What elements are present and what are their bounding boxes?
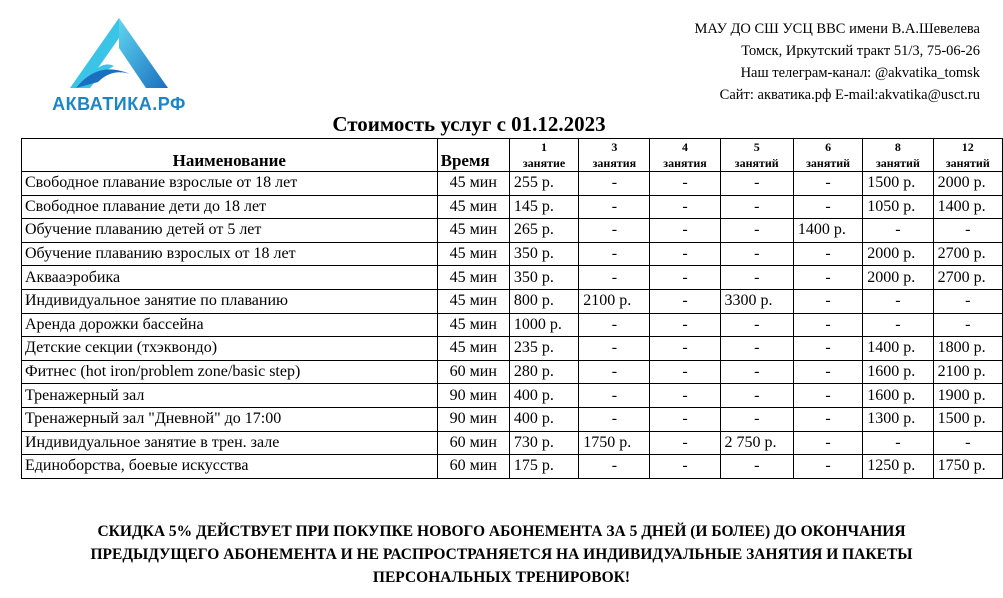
service-name: Аренда дорожки бассейна [22,313,438,337]
org-address: Томск, Иркутский тракт 51/3, 75-06-26 [741,43,980,59]
column-header-sessions: 12 занятий [933,139,1002,172]
service-name: Индивидуальное занятие по плаванию [22,289,438,313]
price-cell: - [793,431,862,455]
column-header-name: Наименование [22,139,438,172]
price-cell: 1250 р. [863,455,933,479]
service-duration: 45 мин [437,242,509,266]
price-cell: - [650,313,720,337]
price-cell: 2700 р. [933,242,1002,266]
price-cell: - [650,266,720,290]
org-name: МАУ ДО СШ УСЦ ВВС имени В.А.Шевелева [694,21,980,37]
price-cell: - [579,313,650,337]
price-cell: - [650,407,720,431]
price-cell: 1050 р. [863,195,933,219]
price-cell: - [650,360,720,384]
price-cell: - [650,242,720,266]
price-cell: - [933,431,1002,455]
price-cell: - [579,455,650,479]
service-duration: 45 мин [437,195,509,219]
service-name: Тренажерный зал [22,384,438,408]
price-cell: 2000 р. [933,172,1002,196]
table-header-row [22,139,1003,172]
price-cell: - [720,455,793,479]
price-cell: - [933,289,1002,313]
service-duration: 90 мин [437,407,509,431]
table-row [22,407,1003,431]
price-cell: - [650,384,720,408]
discount-notice [0,520,1003,589]
price-cell: - [793,407,862,431]
column-header-sessions: 6 занятий [793,139,862,172]
service-name: Свободное плавание дети до 18 лет [22,195,438,219]
price-cell: - [720,407,793,431]
price-cell: 400 р. [509,384,578,408]
service-name: Аквааэробика [22,266,438,290]
price-cell: 350 р. [509,266,578,290]
price-cell: 1750 р. [933,455,1002,479]
org-website-email: Сайт: акватика.рф E-mail:akvatika@usct.ru [719,87,980,103]
column-header-sessions: 3 занятия [579,139,650,172]
price-cell: - [650,337,720,361]
price-cell: - [579,172,650,196]
price-cell: 400 р. [509,407,578,431]
price-cell: - [650,289,720,313]
column-header-sessions: 5 занятий [720,139,793,172]
column-header-sessions: 4 занятия [650,139,720,172]
price-cell: 350 р. [509,242,578,266]
table-row [22,266,1003,290]
price-cell: 1600 р. [863,360,933,384]
table-row [22,172,1003,196]
price-cell: 2000 р. [863,266,933,290]
price-cell: - [720,195,793,219]
price-cell: 1600 р. [863,384,933,408]
org-telegram: Наш телеграм-канал: @akvatika_tomsk [740,65,980,81]
table-row [22,455,1003,479]
price-cell: 1400 р. [863,337,933,361]
price-cell: - [793,384,862,408]
service-duration: 90 мин [437,384,509,408]
service-duration: 45 мин [437,337,509,361]
price-cell: - [579,360,650,384]
service-duration: 45 мин [437,219,509,243]
price-cell: - [933,313,1002,337]
price-cell: - [793,360,862,384]
price-table-body [22,172,1003,479]
price-cell: 265 р. [509,219,578,243]
price-cell: - [579,242,650,266]
price-cell: - [579,266,650,290]
price-cell: 1400 р. [793,219,862,243]
service-duration: 45 мин [437,266,509,290]
service-duration: 45 мин [437,313,509,337]
table-row [22,289,1003,313]
price-cell: - [720,242,793,266]
price-cell: - [650,431,720,455]
price-cell: 800 р. [509,289,578,313]
service-name: Индивидуальное занятие в трен. зале [22,431,438,455]
service-duration: 60 мин [437,455,509,479]
table-row [22,195,1003,219]
price-cell: 3300 р. [720,289,793,313]
price-cell: 1900 р. [933,384,1002,408]
price-cell: - [793,313,862,337]
price-cell: 145 р. [509,195,578,219]
price-cell: - [579,337,650,361]
price-cell: 1300 р. [863,407,933,431]
price-table [21,138,1003,479]
column-header-sessions: 1 занятие [509,139,578,172]
price-cell: - [720,219,793,243]
notice-line: ПРЕДЫДУЩЕГО АБОНЕМЕНТА И НЕ РАСПРОСТРАНЯЕТСЯ НА ИНДИВИДУАЛЬНЫЕ ЗАНЯТИЯ И ПАКЕТЫ [90,546,913,563]
price-cell: - [720,172,793,196]
price-cell: - [793,266,862,290]
price-cell: 280 р. [509,360,578,384]
table-row [22,219,1003,243]
price-cell: 2000 р. [863,242,933,266]
price-cell: - [650,455,720,479]
price-cell: - [720,313,793,337]
price-cell: 235 р. [509,337,578,361]
price-cell: 1800 р. [933,337,1002,361]
price-cell: - [793,289,862,313]
table-row [22,360,1003,384]
price-cell: - [933,219,1002,243]
table-row [22,384,1003,408]
table-row [22,313,1003,337]
price-cell: 730 р. [509,431,578,455]
price-cell: - [720,266,793,290]
akvatika-triangle-logo-icon [68,16,170,92]
table-row [22,337,1003,361]
price-cell: - [793,337,862,361]
page-title: Стоимость услуг с 01.12.2023 [332,112,606,136]
service-name: Обучение плаванию взрослых от 18 лет [22,242,438,266]
price-cell: - [793,172,862,196]
price-cell: - [720,360,793,384]
price-cell: 175 р. [509,455,578,479]
price-cell: 2100 р. [933,360,1002,384]
logo [44,16,194,126]
price-cell: - [793,455,862,479]
price-cell: 2 750 р. [720,431,793,455]
notice-line: СКИДКА 5% ДЕЙСТВУЕТ ПРИ ПОКУПКЕ НОВОГО АБОНЕМЕНТА ЗА 5 ДНЕЙ (И БОЛЕЕ) ДО ОКОНЧАНИЯ [97,523,906,540]
service-duration: 60 мин [437,360,509,384]
organization-info [695,18,981,106]
price-cell: - [579,384,650,408]
price-cell: - [650,172,720,196]
price-cell: 1000 р. [509,313,578,337]
price-cell: 2700 р. [933,266,1002,290]
service-duration: 45 мин [437,172,509,196]
price-cell: - [650,195,720,219]
table-row [22,431,1003,455]
service-name: Свободное плавание взрослые от 18 лет [22,172,438,196]
price-cell: - [863,289,933,313]
price-cell: - [863,219,933,243]
price-cell: - [793,195,862,219]
price-cell: 1500 р. [933,407,1002,431]
price-cell: - [720,384,793,408]
price-cell: 1750 р. [579,431,650,455]
price-cell: 2100 р. [579,289,650,313]
service-duration: 60 мин [437,431,509,455]
price-cell: - [579,219,650,243]
column-header-sessions: 8 занятий [863,139,933,172]
column-header-time: Время [437,139,509,172]
service-name: Тренажерный зал "Дневной" до 17:00 [22,407,438,431]
service-name: Детские секции (тхэквондо) [22,337,438,361]
service-duration: 45 мин [437,289,509,313]
service-name: Единоборства, боевые искусства [22,455,438,479]
price-cell: - [793,242,862,266]
price-cell: - [579,195,650,219]
service-name: Обучение плаванию детей от 5 лет [22,219,438,243]
price-cell: - [863,431,933,455]
price-cell: - [863,313,933,337]
notice-line: ПЕРСОНАЛЬНЫХ ТРЕНИРОВОК! [372,569,631,586]
table-row [22,242,1003,266]
price-cell: 1400 р. [933,195,1002,219]
price-cell: 1500 р. [863,172,933,196]
price-cell: 255 р. [509,172,578,196]
price-cell: - [720,337,793,361]
service-name: Фитнес (hot iron/problem zone/basic step) [22,360,438,384]
logo-text: АКВАТИКА.РФ [52,94,186,114]
price-cell: - [650,219,720,243]
price-cell: - [579,407,650,431]
